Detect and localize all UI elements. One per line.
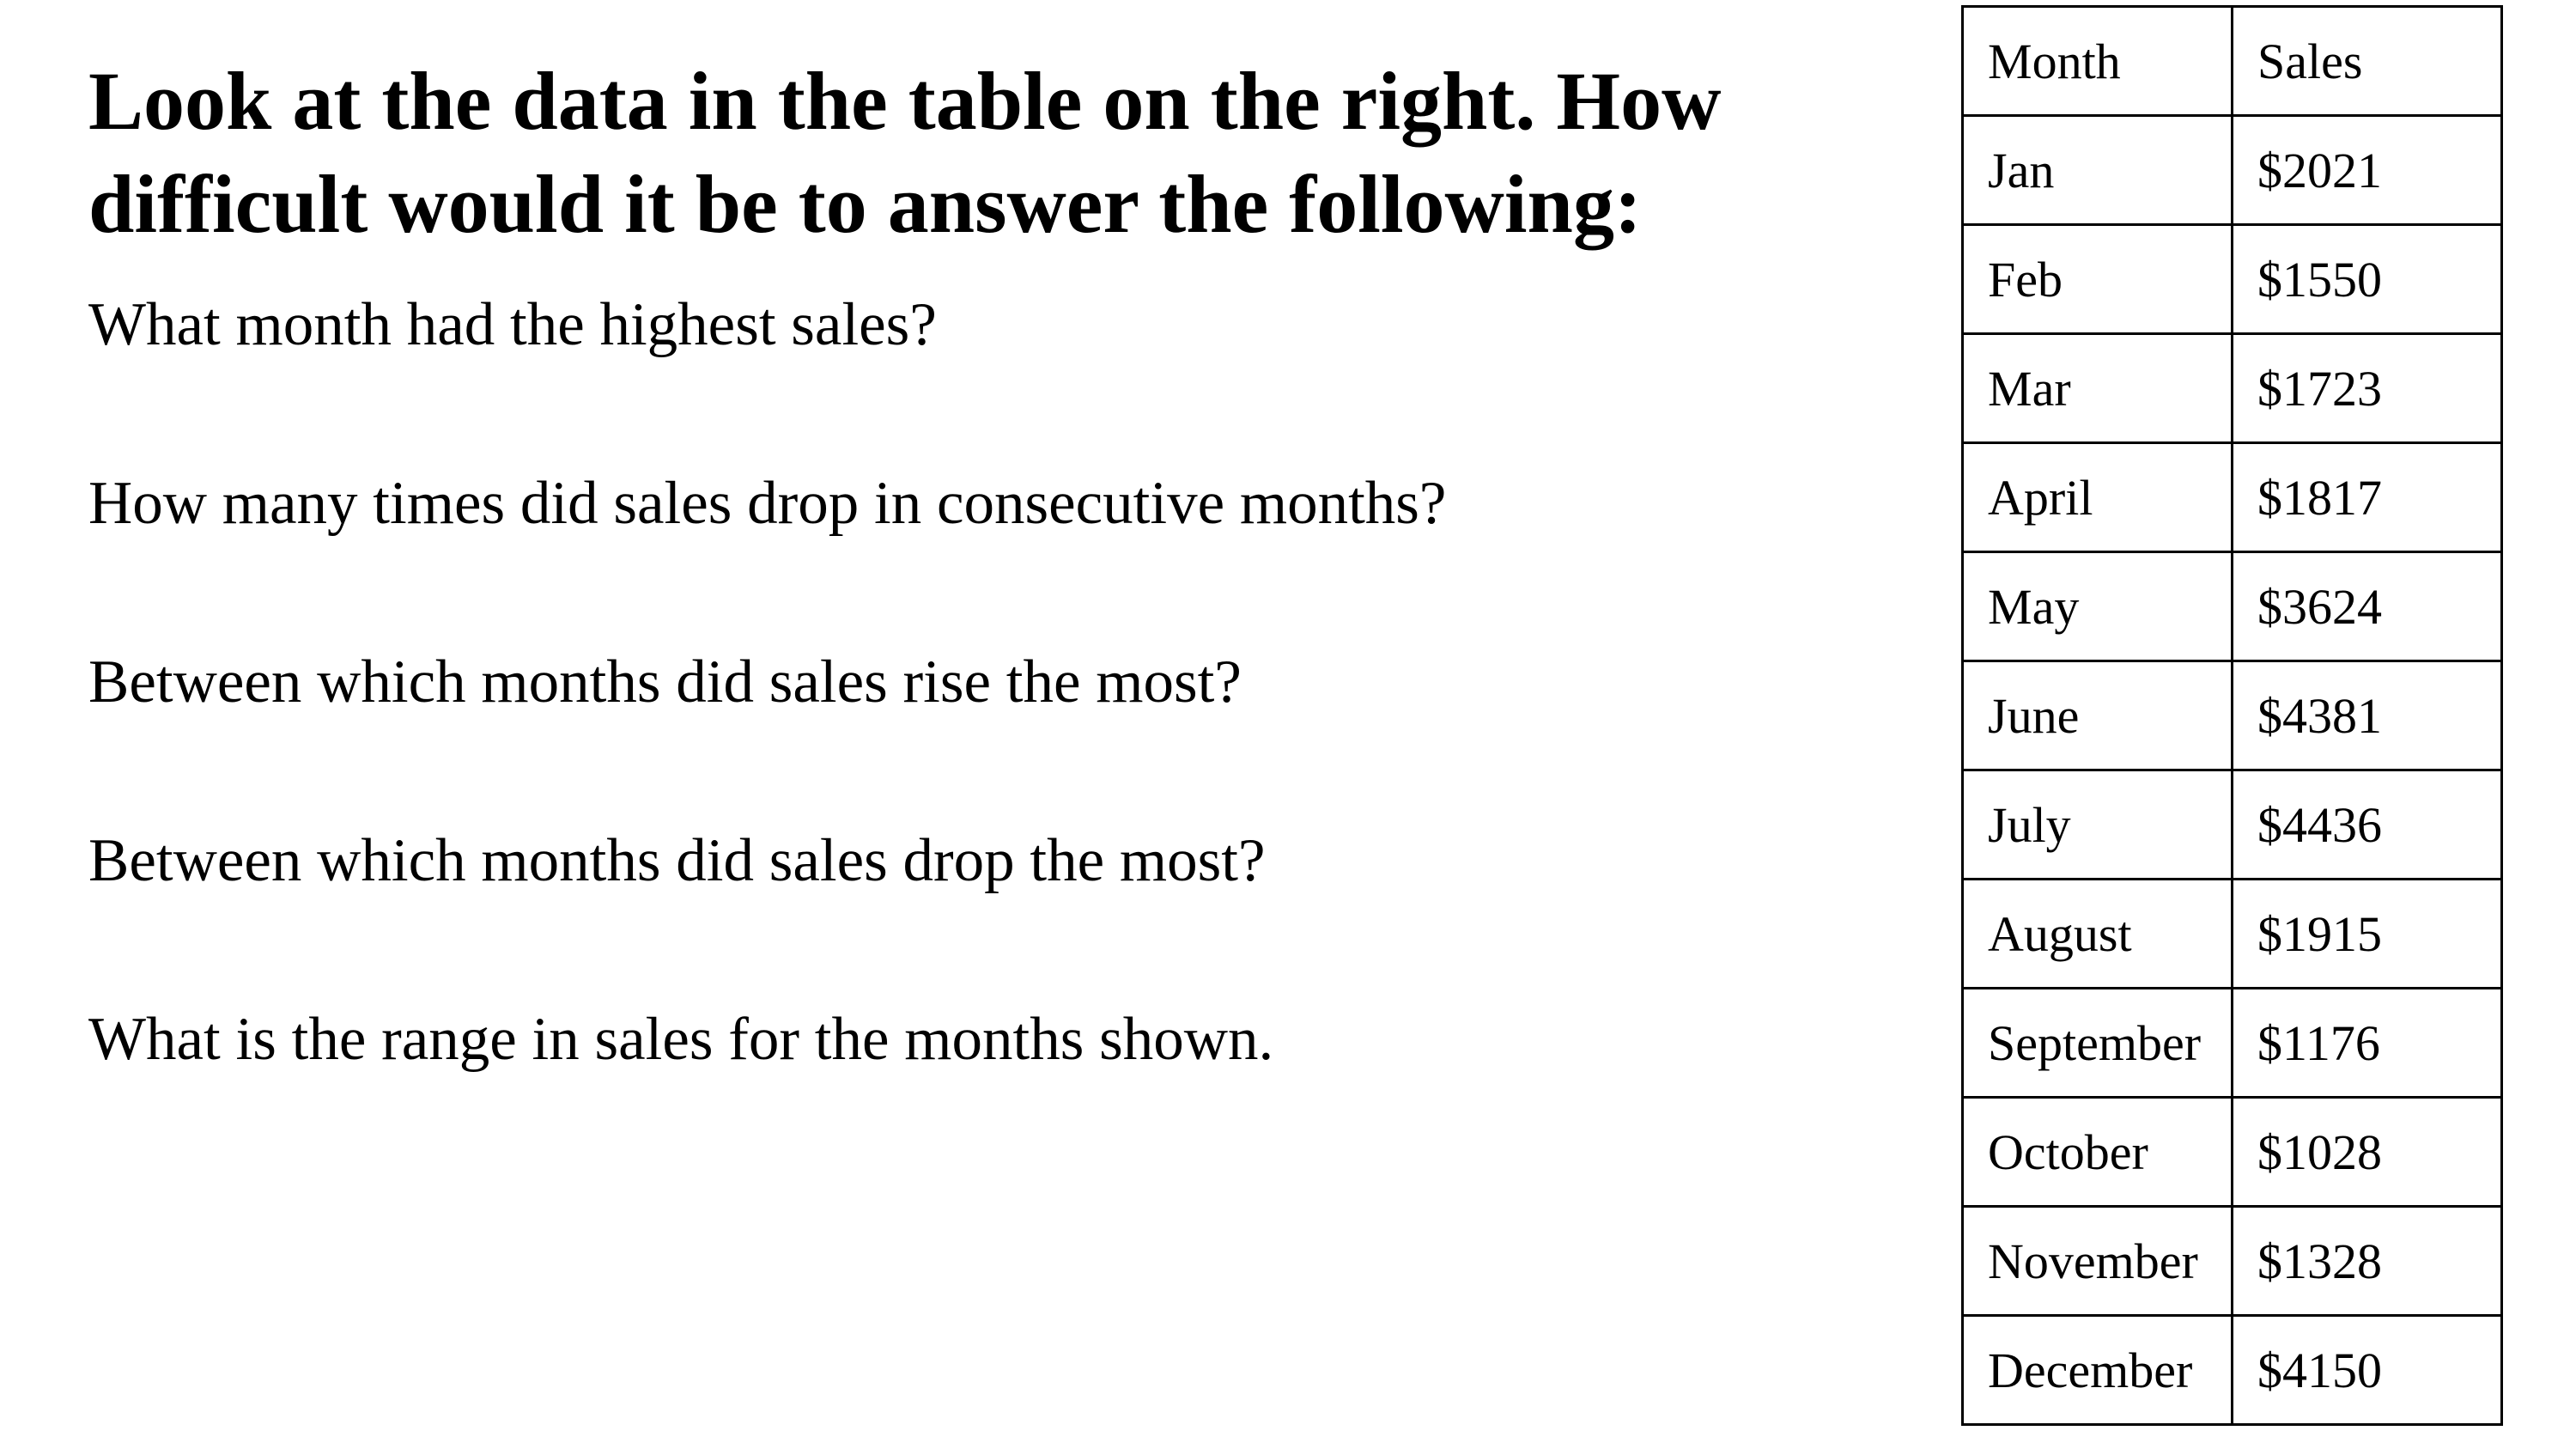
table-row [1963,661,2502,770]
question-item: What month had the highest sales? [88,291,937,358]
month-cell: Jan [1963,116,2233,225]
month-cell: August [1963,880,2233,989]
table-row [1963,443,2502,552]
sales-cell: $4381 [2233,661,2502,770]
sales-cell: $1915 [2233,880,2502,989]
sales-cell: $2021 [2233,116,2502,225]
sales-cell: $1176 [2233,989,2502,1098]
sales-table [1961,5,2503,1426]
month-cell: Mar [1963,334,2233,443]
month-cell: September [1963,989,2233,1098]
question-list [88,282,1874,1175]
sales-cell: $4150 [2233,1316,2502,1425]
sales-cell: $3624 [2233,552,2502,661]
table-row [1963,334,2502,443]
month-cell: December [1963,1316,2233,1425]
question-item: How many times did sales drop in consecutive months? [88,470,1447,537]
table-row [1963,1207,2502,1316]
page-heading: Look at the data in the table on the right. How difficult would it be to answer the following: [88,55,1722,250]
month-cell: July [1963,770,2233,880]
table-row [1963,1098,2502,1207]
sales-cell: $1028 [2233,1098,2502,1207]
month-cell: October [1963,1098,2233,1207]
month-column-header: Month [1963,7,2233,116]
question-panel [88,50,1874,1175]
sales-cell: $4436 [2233,770,2502,880]
table-row [1963,116,2502,225]
table-row [1963,225,2502,334]
sales-cell: $1328 [2233,1207,2502,1316]
month-cell: Feb [1963,225,2233,334]
sales-column-header: Sales [2233,7,2502,116]
table-row [1963,770,2502,880]
sales-cell: $1550 [2233,225,2502,334]
sales-cell: $1723 [2233,334,2502,443]
month-cell: November [1963,1207,2233,1316]
sales-cell: $1817 [2233,443,2502,552]
question-item: What is the range in sales for the months shown. [88,1006,1274,1073]
table-row [1963,552,2502,661]
month-cell: June [1963,661,2233,770]
table-header-row [1963,7,2502,116]
question-item: Between which months did sales rise the most? [88,648,1242,715]
month-cell: May [1963,552,2233,661]
table-row [1963,880,2502,989]
table-row [1963,1316,2502,1425]
table-row [1963,989,2502,1098]
question-item: Between which months did sales drop the most? [88,827,1266,894]
month-cell: April [1963,443,2233,552]
